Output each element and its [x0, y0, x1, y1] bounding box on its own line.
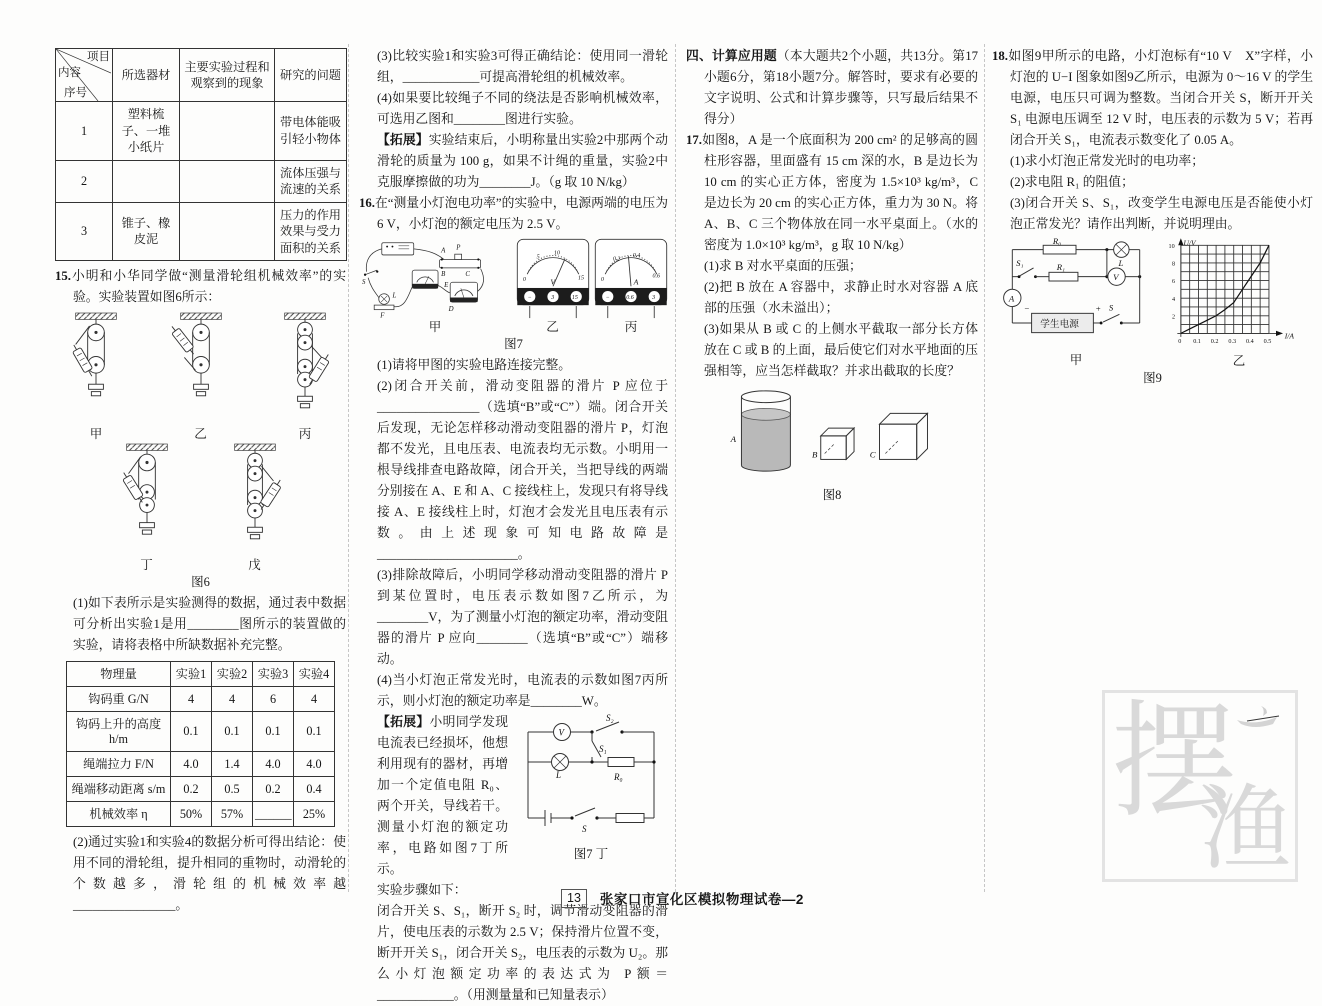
table-row [67, 662, 335, 687]
question-text: 小明和小华同学做“测量滑轮组机械效率”的实验。实验装置如图6所示： [71, 269, 346, 304]
y-axis-label: U/V [1183, 238, 1196, 248]
pulley-svg [218, 442, 292, 557]
table-cell: 流体压强与流速的关系 [275, 160, 347, 202]
watermark-char-2: 渔 [1198, 778, 1291, 880]
column-separator [348, 44, 349, 892]
corner-label-mid: 内容 [58, 67, 81, 79]
boat-icon [1233, 703, 1285, 729]
label-S1: S₁ [1016, 258, 1024, 269]
table-cell: 0.1 [212, 712, 253, 752]
circuit-svg [993, 238, 1159, 352]
measurement-data-table [66, 661, 335, 827]
figure-sublabel: 丙 [624, 320, 638, 334]
voltmeter-svg [516, 238, 590, 319]
pulley-svg [268, 311, 342, 426]
table-row [67, 687, 335, 712]
question-15-intro [55, 266, 346, 308]
pulley-diagram-yi [164, 311, 238, 442]
table-cell [180, 160, 275, 202]
figure-7-caption: 图7 [504, 337, 523, 351]
table-header: 实验3 [253, 662, 294, 687]
table-cell: 0.2 [253, 777, 294, 802]
table-cell: 57% [212, 802, 253, 827]
pulley-diagram-wu [218, 442, 292, 573]
label-C: C [465, 271, 470, 279]
pulley-svg [164, 311, 238, 426]
table-row [67, 712, 335, 752]
q15-sub4: (4)如果要比较绳子不同的绕法是否影响机械效率，可选用乙图和________图进行实验。 [377, 91, 668, 126]
diagonal-header-cell [56, 49, 113, 102]
q16-sub4: (4)当小灯泡正常发光时，电流表的示数如图7丙所示，则小灯泡的额定功率是________W。 [377, 673, 668, 708]
table-cell: 钩码重 G/N [67, 687, 171, 712]
pulley-diagram-jia [59, 311, 133, 442]
label-C: C [869, 449, 876, 460]
table-cell [180, 202, 275, 261]
question-18-intro [992, 46, 1313, 151]
terminal-06: 0.6 [626, 295, 634, 302]
page-footer [561, 888, 804, 908]
table-header: 实验2 [212, 662, 253, 687]
label-ammeter: A [1008, 293, 1015, 304]
x-tick: 0.1 [1193, 339, 1201, 346]
table-cell: 钩码上升的高度 h/m [67, 712, 171, 752]
table-cell: 绳端移动距离 s/m [67, 777, 171, 802]
corner-label-bottom: 序号 [64, 87, 87, 99]
terminal-minus: − [527, 295, 532, 302]
watermark-char-1: 摆 [1111, 694, 1237, 833]
scale-02: 0.2 [612, 256, 621, 263]
scale-5: 5 [536, 254, 540, 261]
label-lamp: L [556, 770, 562, 780]
q18-sub3: (3)闭合开关 S、S₁，改变学生电源电压是否能使小灯泡正常发光？请作出判断，并说明理由。 [1010, 196, 1313, 231]
q15-sub1: (1)如下表所示是实验测得的数据，通过表中数据可分析出实验1是用________图所示的装置做的实验，请将表格中所缺数据补充完整。 [73, 596, 346, 652]
label-minus: − [1023, 303, 1030, 314]
corner-label-top: 项目 [87, 51, 110, 63]
table-cell: 1.4 [212, 752, 253, 777]
table-cell: 4.0 [253, 752, 294, 777]
voltmeter-face [516, 238, 590, 335]
table-cell: 3 [56, 202, 113, 261]
label-S: S [1108, 302, 1114, 313]
scale-06: 0.6 [652, 273, 661, 280]
question-text: 在“测量小灯泡电功率”的实验中，电源两端的电压为 6 V，小灯泡的额定电压为 2.5 V。 [375, 196, 668, 231]
footer-title: 张家口市宣化区模拟物理试卷—2 [599, 892, 804, 907]
extension-text: 实验结束后，小明称量出实验2中那两个动滑轮的质量为 100 g，如果不计绳的重量，实验2中克服摩擦做的功为________J。（g 取 10 N/kg） [377, 133, 668, 189]
question-text: 如图9甲所示的电路，小灯泡标有“10 V X”字样，小灯泡的 U−I 图象如图9乙所示，电源为 0～16 V 的学生电源，电压只可调为整数。当闭合开关 S，断开开关 S₁ 电源电压调至 12 V 时，电压表的示数为 5 V；若再闭合开关 S₁，电流表示数变化了 0.05 A。 [1008, 49, 1313, 147]
table-header: 物理量 [67, 662, 171, 687]
table-row [56, 202, 347, 261]
table-cell: 1 [56, 102, 113, 161]
x-axis-label: I/A [1284, 331, 1294, 341]
table-row [56, 102, 347, 161]
label-R0: R₀ [1052, 238, 1062, 246]
column-separator [984, 44, 985, 892]
question-text: 如图8，A 是一个底面积为 200 cm² 的足够高的圆柱形容器，里面盛有 15 cm 深的水，B 是边长为 10 cm 的实心正方体，密度为 1.5×10³ kg/m³，C 是边长为 20 cm 的实心正方体，重力为 30 N。将 A、B、C 三个物体放在同一水平桌面上。（水的密度为 1.0×10³ kg/m³，g 取 10 N/kg） [702, 133, 978, 252]
pulley-svg [59, 311, 133, 426]
steps-heading: 实验步骤如下： [377, 883, 467, 897]
apparatus-svg [359, 238, 511, 319]
label-A: A [441, 247, 446, 255]
table-cell: 4 [212, 687, 253, 712]
x-tick: 0.4 [1246, 339, 1254, 346]
table-cell: 0.1 [294, 712, 335, 752]
table-cell: 4 [171, 687, 212, 712]
label-S: S [362, 278, 366, 286]
figure-9-caption: 图9 [1143, 371, 1162, 385]
figure-8-caption: 图8 [822, 488, 842, 502]
y-tick: 4 [1172, 296, 1176, 303]
question-number: 17. [686, 133, 702, 147]
label-lamp: L [1118, 258, 1124, 269]
table-cell: 绳端拉力 F/N [67, 752, 171, 777]
column-3 [686, 46, 978, 506]
table-cell: 塑料梳子、一堆小纸片 [113, 102, 180, 161]
pulley-svg [110, 442, 184, 557]
pulley-diagram-bing [268, 311, 342, 442]
table-cell: 6 [253, 687, 294, 712]
label-S2: S₂ [606, 714, 614, 723]
question-number: 16. [359, 196, 375, 210]
table-header: 所选器材 [113, 49, 180, 102]
q15-sub3: (3)比较实验1和实验3可得正确结论：使用同一滑轮组，____________可提高滑轮组的机械效率。 [377, 49, 668, 84]
column-separator [675, 44, 676, 892]
section-note: （本大题共2个小题，共13分。第17小题6分，第18小题7分。解答时，要求有必要的文字说明、公式和计算步骤等，只写最后结果不得分） [704, 49, 978, 126]
table-row [67, 802, 335, 827]
figure-sublabel: 乙 [1232, 354, 1246, 368]
watermark [1102, 690, 1298, 882]
figure-sublabel: 甲 [1069, 353, 1083, 367]
circuit-9-jia [992, 238, 1160, 368]
table-cell: 50% [171, 802, 212, 827]
x-tick: 0 [1178, 339, 1182, 346]
figure-sublabel: 甲 [89, 427, 103, 441]
meter-unit-V: V [549, 277, 555, 287]
figure-7 [359, 238, 668, 352]
table-cell: 2 [56, 160, 113, 202]
label-L: L [392, 292, 397, 300]
label-power-supply: 学生电源 [1040, 318, 1079, 330]
table-cell: 带电体能吸引轻小物体 [275, 102, 347, 161]
experiment-summary-table [55, 48, 347, 261]
pulley-diagram-ding [110, 442, 184, 573]
extension-label: 【拓展】 [377, 133, 429, 147]
figure-sublabel: 丙 [298, 427, 312, 441]
label-voltmeter: V [1113, 272, 1119, 283]
ammeter-face [594, 238, 668, 335]
label-plus: + [1095, 303, 1102, 314]
table-cell: 0.1 [253, 712, 294, 752]
x-tick: 0.2 [1210, 339, 1219, 346]
label-B: B [811, 449, 817, 460]
containers-svg [715, 385, 950, 479]
page-number: 13 [561, 889, 587, 908]
figure-9 [992, 238, 1313, 386]
terminal-3: 3 [550, 295, 554, 302]
figure-6 [55, 311, 346, 590]
table-row [56, 160, 347, 202]
label-S: S [582, 824, 587, 834]
table-header: 实验4 [294, 662, 335, 687]
table-cell: 0.4 [294, 777, 335, 802]
q17-sub1: (1)求 B 对水平桌面的压强； [704, 259, 862, 273]
section-title: 四、计算应用题 [686, 49, 777, 63]
q18-sub2: (2)求电阻 R₁ 的阻值； [1010, 175, 1134, 189]
figure-7d-caption: 图7 丁 [573, 847, 609, 861]
figure-sublabel: 乙 [194, 427, 207, 441]
circuit-apparatus-sketch [359, 238, 511, 335]
circuit-7d-svg [516, 714, 666, 838]
label-R0: R₀ [614, 772, 623, 782]
table-cell: 0.2 [171, 777, 212, 802]
figure-sublabel: 丁 [140, 558, 153, 572]
figure-6-caption: 图6 [191, 575, 210, 589]
scale-15: 15 [577, 275, 584, 282]
table-cell: 4.0 [294, 752, 335, 777]
section-4-heading [686, 46, 978, 130]
label-B: B [441, 271, 446, 279]
figure-sublabel: 乙 [546, 320, 559, 334]
extension-label: 【拓展】 [377, 715, 430, 729]
label-F: F [380, 312, 385, 319]
q16-sub1: (1)请将甲图的实验电路连接完整。 [377, 358, 572, 372]
table-header: 实验1 [171, 662, 212, 687]
label-voltmeter: V [558, 727, 564, 738]
y-tick: 2 [1172, 314, 1176, 321]
figure-8 [686, 385, 978, 503]
label-P: P [456, 244, 461, 252]
x-tick: 0.3 [1228, 339, 1237, 346]
table-row [67, 752, 335, 777]
scale-10: 10 [553, 250, 560, 257]
x-tick: 0.5 [1263, 339, 1272, 346]
y-tick: 10 [1168, 243, 1175, 250]
label-E: E [444, 281, 449, 289]
steps-text: 闭合开关 S、S₁，断开 S₂ 时，调节滑动变阻器的滑片，使电压表的示数为 2.5 V；保持滑片位置不变，断开开关 S₁，闭合开关 S₂，电压表的示数为 U₂。那么小灯泡额定功率的表达式为 P额＝____________。（用测量量和已知量表示） [377, 904, 668, 1002]
q16-sub3: (3)排除故障后，小明同学移动滑动变阻器的滑片 P 到某位置时，电压表示数如图7乙所示，为________V，为了测量小灯泡的额定功率，滑动变阻器的滑片 P 应向________（选填“B”或“C”）端移动。 [377, 568, 668, 666]
q16-sub2: (2)闭合开关前，滑动变阻器的滑片 P 应位于________________（选填“B”或“C”）端。闭合开关后发现，无论怎样移动滑动变阻器的滑片 P，灯泡都不发光，且电压表、电流表均无示数。小明用一根导线排查电路故障，闭合开关，当把导线的两端分别接在 A、E 和 A、C 接线柱上，发现只有将导线接 A、E 接线柱上时，灯泡才会发光且电压表有示数。由上述现象可知电路故障是______________________。 [377, 379, 668, 561]
y-tick: 8 [1172, 261, 1176, 268]
table-cell: 压力的作用效果与受力面积的关系 [275, 202, 347, 261]
ammeter-svg [594, 238, 668, 319]
label-A: A [730, 433, 736, 444]
table-cell: 4 [294, 687, 335, 712]
table-cell: 25% [294, 802, 335, 827]
y-tick: 6 [1172, 279, 1176, 286]
figure-sublabel: 甲 [428, 320, 442, 334]
q15-extension [359, 130, 668, 193]
ui-graph-svg [1165, 238, 1313, 353]
column-4 [992, 46, 1313, 389]
q18-sub1: (1)求小灯泡正常发光时的电功率； [1010, 154, 1205, 168]
question-16-intro [359, 193, 668, 235]
table-cell: 0.5 [212, 777, 253, 802]
extension-text: 小明同学发现电流表已经损坏，他想利用现有的器材，再增加一个定值电阻 R₀、两个开关，导线若干。测量小灯泡的额定功率，电路如图7丁所示。 [377, 715, 509, 876]
table-header: 研究的问题 [275, 49, 347, 102]
question-number: 18. [992, 49, 1008, 63]
q17-sub2: (2)把 B 放在 A 容器中，求静止时水对容器 A 底部的压强（水未溢出）； [704, 280, 978, 315]
scale-04: 0.4 [632, 252, 641, 259]
terminal-3: 3 [652, 295, 656, 302]
label-R1: R₁ [1056, 261, 1066, 272]
column-2 [359, 46, 668, 1006]
terminal-minus: − [605, 295, 610, 302]
scale-0: 0 [600, 277, 604, 284]
terminal-15: 15 [571, 295, 578, 302]
table-row [67, 777, 335, 802]
scale-0: 0 [522, 277, 526, 284]
ui-graph [1165, 238, 1313, 369]
table-cell: 4.0 [171, 752, 212, 777]
question-17-intro [686, 130, 978, 256]
question-number: 15. [55, 269, 71, 283]
table-cell: 0.1 [171, 712, 212, 752]
label-S1: S₁ [599, 744, 607, 754]
figure-7-ding [514, 714, 668, 862]
column-1 [55, 46, 346, 916]
label-D: D [448, 306, 454, 314]
table-cell: 锥子、橡皮泥 [113, 202, 180, 261]
table-cell [113, 160, 180, 202]
table-cell: 机械效率 η [67, 802, 171, 827]
table-row [56, 49, 347, 102]
q17-sub3: (3)如果从 B 或 C 的上侧水平截取一部分长方体放在 C 或 B 的上面，最后使它们对水平地面的压强相等，应当怎样截取？并求出截取的长度？ [704, 322, 978, 378]
table-header: 主要实验过程和观察到的现象 [180, 49, 275, 102]
q15-sub2: (2)通过实验1和实验4的数据分析可得出结论：使用不同的滑轮组，提升相同的重物时，动滑轮的个数越多，滑轮组的机械效率越________________。 [73, 835, 346, 912]
meter-unit-A: A [633, 277, 639, 287]
table-cell: ______ [253, 802, 294, 827]
table-cell [180, 102, 275, 161]
figure-sublabel: 戊 [248, 558, 261, 572]
